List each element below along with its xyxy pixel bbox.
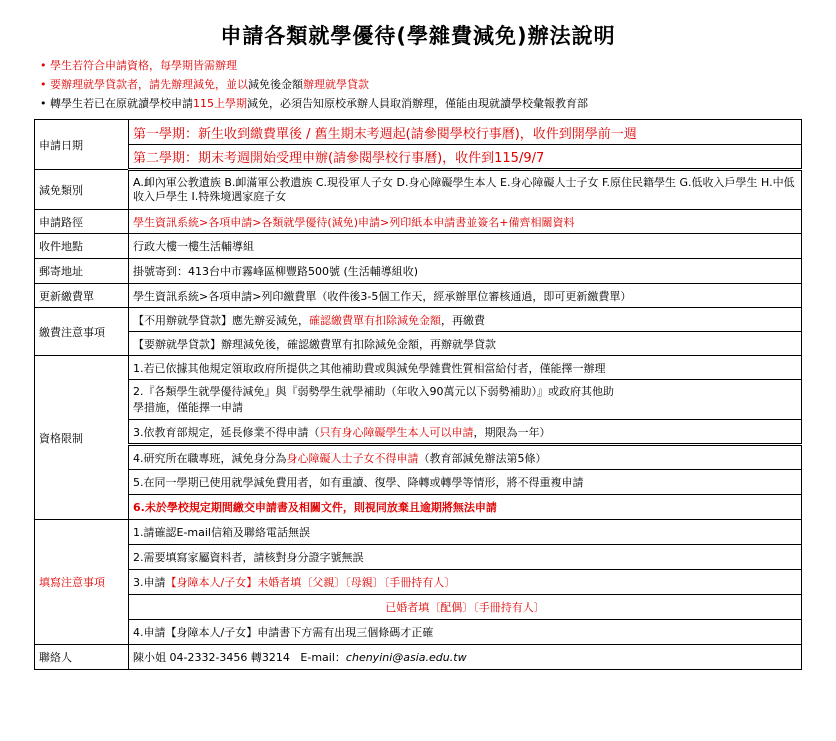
mail-text: 掛號寄到：413台中市霧峰區柳豐路500號 (生活輔導組收)	[129, 259, 802, 284]
label-payment: 繳費注意事項	[35, 308, 129, 356]
row-update	[35, 284, 802, 308]
limit-item-5: 5.在同一學期已使用就學減免費用者，如有重讀、復學、降轉或轉學等情形，將不得重複申請	[129, 470, 802, 495]
row-location	[35, 234, 802, 259]
row-limits	[35, 356, 802, 380]
notice-bullet-1: • 學生若符合申請資格，每學期皆需辦理	[40, 59, 237, 72]
location-text: 行政大樓一樓生活輔導組	[129, 234, 802, 259]
label-limits: 資格限制	[35, 356, 129, 520]
note-item-2: 2.需要填寫家屬資料者，請核對身分證字號無誤	[129, 545, 802, 570]
row-notes-5	[35, 620, 802, 645]
row-route	[35, 210, 802, 234]
limit-item-3: 3.依教育部規定，延長修業不得申請（只有身心障礙學生本人可以申請，期限為一年）	[129, 420, 802, 445]
note-item-4: 4.申請【身障本人/子女】申請書下方需有出現三個條碼才正確	[129, 620, 802, 645]
contact-email-label: E-mail：	[300, 651, 346, 664]
limit-item-2: 2.『各類學生就學優待減免』與『弱勢學生就學補助（年收入90萬元以下弱勢補助）』或政府其他助 學措施，僅能擇一申請	[129, 380, 802, 420]
contact-info	[129, 645, 802, 670]
note-item-3-married: 已婚者填〔配偶〕〔手冊持有人〕	[129, 595, 802, 620]
row-notes-3	[35, 570, 802, 595]
label-apply-date: 申請日期	[35, 120, 129, 170]
policy-table	[34, 119, 802, 670]
note-item-3: 3.申請【身障本人/子女】未婚者填〔父親〕〔母親〕〔手冊持有人〕	[129, 570, 802, 595]
apply-date-term2: 第二學期：期末考週開始受理申辦(請參閱學校行事曆)，收件到115/9/7	[129, 145, 802, 170]
row-categories	[35, 170, 802, 210]
row-contact	[35, 645, 802, 670]
label-update: 更新繳費單	[35, 284, 129, 308]
route-text: 學生資訊系統>各項申請>各類就學優待(減免)申請>列印紙本申請書並簽名+備齊相關資料	[129, 210, 802, 234]
row-notes	[35, 520, 802, 545]
row-limits-6	[35, 495, 802, 520]
label-contact: 聯絡人	[35, 645, 129, 670]
payment-line-1: 【不用辦就學貸款】應先辦妥減免，確認繳費單有扣除減免金額，再繳費	[129, 308, 802, 332]
row-payment-2	[35, 332, 802, 356]
row-apply-date-2	[35, 145, 802, 170]
notice-bullet-3: • 轉學生若已在原就讀學校申請115上學期減免，必須告知原校承辦人員取消辦理，僅能由現就讀學校彙報教育部	[40, 97, 588, 110]
page-title: 申請各類就學優待(學雜費減免)辦法說明	[220, 24, 616, 48]
notice-bullet-2: • 要辦理就學貸款者，請先辦理減免，並以減免後金額辦理就學貸款	[40, 78, 369, 91]
contact-email-link[interactable]: chenyini@asia.edu.tw	[345, 651, 467, 664]
row-limits-4	[35, 445, 802, 470]
update-text: 學生資訊系統>各項申請>列印繳費單（收件後3-5個工作天，經承辦單位審核通過，即可更新繳費單）	[129, 284, 802, 308]
row-notes-4	[35, 595, 802, 620]
contact-name-phone: 陳小姐 04-2332-3456 轉3214	[133, 651, 290, 664]
row-payment	[35, 308, 802, 332]
label-notes: 填寫注意事項	[35, 520, 129, 645]
note-item-1: 1.請確認E-mail信箱及聯絡電話無誤	[129, 520, 802, 545]
label-mail: 郵寄地址	[35, 259, 129, 284]
row-mail	[35, 259, 802, 284]
row-limits-2	[35, 380, 802, 420]
row-limits-3	[35, 420, 802, 445]
label-location: 收件地點	[35, 234, 129, 259]
label-route: 申請路徑	[35, 210, 129, 234]
limit-item-6: 6.未於學校規定期間繳交申請書及相關文件，則視同放棄且逾期將無法申請	[129, 495, 802, 520]
limit-item-1: 1.若已依據其他規定領取政府所提供之其他補助費或與減免學雜費性質相當給付者，僅能擇一辦理	[129, 356, 802, 380]
payment-line-2: 【要辦就學貸款】辦理減免後，確認繳費單有扣除減免金額，再辦就學貸款	[129, 332, 802, 356]
row-limits-5	[35, 470, 802, 495]
apply-date-term1: 第一學期：新生收到繳費單後 / 舊生期末考週起(請參閱學校行事曆)，收件到開學前一週	[129, 120, 802, 145]
label-categories: 減免類別	[35, 170, 129, 210]
limit-item-4: 4.研究所在職專班，減免身分為身心障礙人士子女不得申請（教育部減免辦法第5條）	[129, 445, 802, 470]
row-apply-date	[35, 120, 802, 145]
row-notes-2	[35, 545, 802, 570]
categories-text: A.卹內軍公教遺族 B.卹滿軍公教遺族 C.現役軍人子女 D.身心障礙學生本人 E.身心障礙人士子女 F.原住民籍學生 G.低收入戶學生 H.中低收入戶學生 I.特殊境遇家庭子女	[129, 170, 802, 210]
